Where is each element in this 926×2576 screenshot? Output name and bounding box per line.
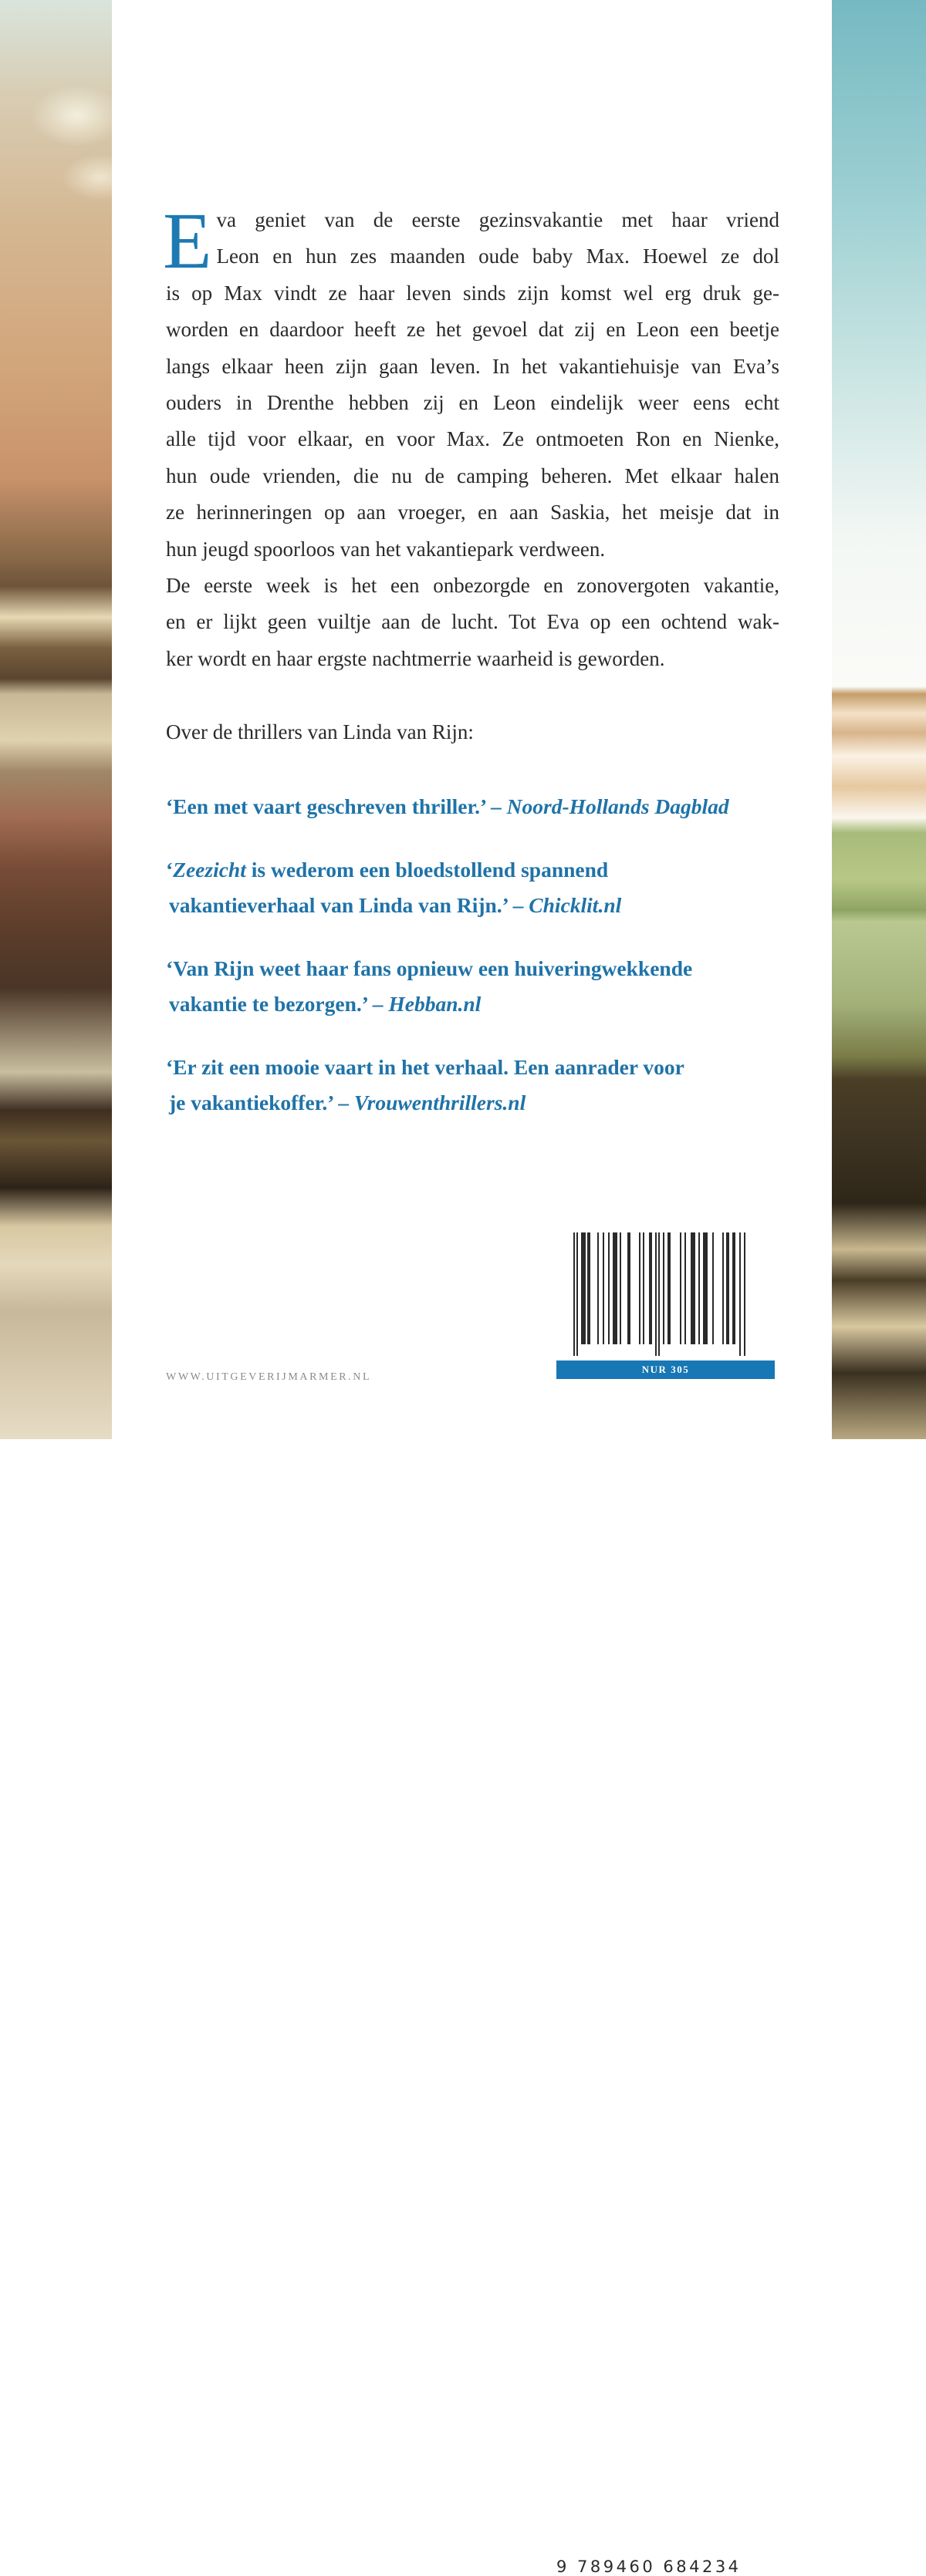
- synopsis-line: Leon en hun zes maanden oude baby Max. Hoewel ze dol: [216, 244, 779, 268]
- synopsis-line: ze herinneringen op aan vroeger, en aan Saskia, het meisje dat in: [166, 501, 779, 524]
- publisher-url: WWW.UITGEVERIJMARMER.NL: [166, 1371, 372, 1383]
- quote-text: je vakantiekoffer.’ –: [169, 1091, 354, 1115]
- synopsis-line: De eerste week is het een onbezorgde en zonovergoten vakantie,: [166, 574, 779, 598]
- quote-text: ‘Een met vaart geschreven thriller.’ –: [166, 794, 507, 819]
- reviews-intro: Over de thrillers van Linda van Rijn:: [166, 720, 474, 744]
- quote-source: Hebban.nl: [388, 992, 482, 1017]
- cover-photo-right-edge: [832, 0, 926, 1439]
- quote-source: Chicklit.nl: [529, 893, 622, 918]
- synopsis-line: langs elkaar heen zijn gaan leven. In het vakantiehuisje van Eva’s: [166, 354, 779, 378]
- quote-text: ‘Er zit een mooie vaart in het verhaal. Een aanrader voor: [166, 1055, 684, 1080]
- back-cover-content: [163, 197, 779, 1121]
- barcode-bars: [573, 1232, 751, 1344]
- synopsis-line: alle tijd voor elkaar, en voor Max. Ze ontmoeten Ron en Nienke,: [166, 427, 779, 451]
- quote-text: vakantie te bezorgen.’ –: [169, 992, 389, 1017]
- review-quote: [166, 951, 779, 1022]
- review-quote: [166, 1050, 779, 1121]
- synopsis-line: va geniet van de eerste gezinsvakantie met haar vriend: [216, 208, 779, 231]
- cover-photo-left-edge: [0, 0, 112, 1439]
- synopsis-line: worden en daardoor heeft ze het gevoel dat zij en Leon een beetje: [166, 318, 779, 342]
- synopsis: [163, 197, 779, 677]
- synopsis-line: hun jeugd spoorloos van het vakantiepark verdween.: [166, 537, 606, 561]
- drop-cap: E: [163, 197, 212, 285]
- book-title-reference: Zeezicht: [173, 858, 246, 882]
- isbn-number: 9 789460 684234: [556, 2557, 742, 2576]
- quote-text: is wederom een bloedstollend spannend: [245, 858, 609, 882]
- synopsis-line: is op Max vindt ze haar leven sinds zijn komst wel erg druk ge-: [166, 281, 779, 305]
- quote-source: Vrouwenthrillers.nl: [353, 1091, 526, 1115]
- back-cover-panel: [112, 0, 832, 2576]
- review-quote: ‘Zeezicht is wederom een bloedstollend spannend vakantieverhaal van Linda van Rijn.’ – Chicklit.nl: [166, 858, 622, 918]
- synopsis-line: ouders in Drenthe hebben zij en Leon eindelijk weer eens echt: [166, 391, 779, 415]
- quote-text: ‘Van Rijn weet haar fans opnieuw een huiveringwekkende: [166, 956, 693, 981]
- nur-code-label: NUR 305: [556, 1360, 775, 1379]
- review-quote: [166, 789, 779, 824]
- synopsis-line: en er lijkt geen vuiltje aan de lucht. Tot Eva op een ochtend wak-: [166, 610, 779, 634]
- synopsis-line: ker wordt en haar ergste nachtmerrie waarheid is geworden.: [166, 646, 665, 670]
- quote-source: Noord-Hollands Dagblad: [506, 794, 729, 819]
- quote-text: vakantieverhaal van Linda van Rijn.’ –: [169, 893, 529, 918]
- synopsis-line: hun oude vrienden, die nu de camping beheren. Met elkaar halen: [166, 464, 779, 487]
